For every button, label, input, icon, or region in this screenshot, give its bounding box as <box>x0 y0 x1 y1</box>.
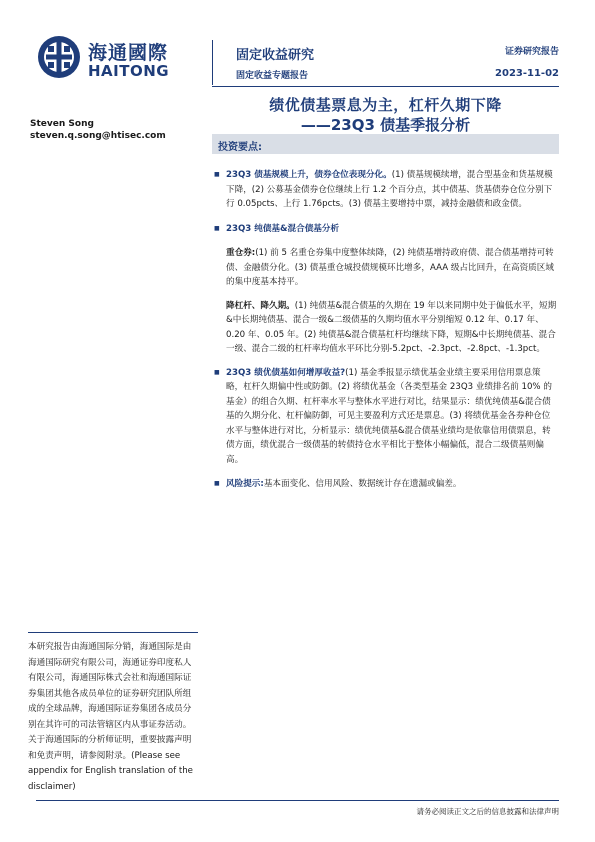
summary-bullet <box>214 222 557 237</box>
report-subcategory: 固定收益专题报告 <box>236 71 309 81</box>
sub-point-text: (1) 纯债基&混合债基的久期在 19 年以来同期中处于偏低水平，短期&中长期纯债基、混合一级&二级债基的久期均值水平分别缩短 0.12 年、0.17 年、0.20 年、0.05 年。(2) 纯债基&混合债基杠杆均继续下降，短期&中长期纯债基、混合一级、混合二级的杠杆率均值水平环比分别-5.2pct、-2.3pct、-2.8pct、-1.3pct。 <box>226 300 557 354</box>
sub-point-text: (1) 前 5 名重仓券集中度整体续降，(2) 纯债基增持政府债、混合债基增持可转债、金融债分化。(3) 债基重仓城投债规模环比增多，AAA 级占比回升，在高资质区域的集中度基本持平。 <box>226 248 554 287</box>
brand-name-cn: 海通國際 <box>88 42 169 64</box>
sub-point <box>214 299 557 357</box>
brand-name-en: HAITONG <box>88 62 170 80</box>
footer-notice: 请务必阅读正文之后的信息披露和法律声明 <box>416 807 559 816</box>
bullet-text: (1) 基金季报显示绩优基金业绩主要采用信用票息策略，杠杆久期偏中性或防御。(2) 将绩优基金（各类型基金 23Q3 业绩排名前 10% 的基金）的组合久期、杠杆率水平与整体水平进行对比，结果显示：绩优纯债基&混合债基的久期分化、杠杆偏防御，可见主要盈利方式还是票息。(3) 将绩优基金各券种仓位水平与整体进行对比，分析显示：绩优纯债基&混合债基业绩均是依靠信用债票息，转债方面，绩优混合一级债基的转债持仓水平相比于整体小幅偏低，混合二级债基则偏高。 <box>226 367 552 465</box>
summary-bullet <box>214 366 557 468</box>
sub-point-heading: 重仓券: <box>226 248 256 258</box>
report-subtitle: ——23Q3 债基季报分析 <box>300 116 471 134</box>
bullet-text: 基本面变化、信用风险、数据统计存在遗漏或偏差。 <box>263 479 462 489</box>
summary-heading-bar <box>212 134 559 154</box>
bullet-text: (1) 债基规模续增，混合型基金和货基规模下降，(2) 公募基金债券仓位继续上行 1.2 个百分点，其中债基、货基债券仓位分别下行 0.05pcts、上行 1.76pcts。(3) 债基主要增持中票，减持金融债和政金债。 <box>226 170 553 209</box>
report-title: 绩优债基票息为主，杠杆久期下降 <box>269 96 502 114</box>
author-block <box>30 118 166 142</box>
author-email: steven.q.song@htisec.com <box>30 131 166 141</box>
summary-content <box>214 168 557 502</box>
bullet-heading: 风险提示: <box>226 479 264 489</box>
bullet-heading: 23Q3 纯债基&混合债基分析 <box>226 223 340 234</box>
author-name: Steven Song <box>30 119 94 129</box>
sub-point-heading: 降杠杆、降久期。 <box>226 300 295 311</box>
summary-bullet <box>214 168 557 212</box>
header-divider <box>212 40 213 85</box>
footer-rule <box>36 800 559 801</box>
haitong-logo-icon <box>36 34 82 80</box>
brand-logo <box>36 32 186 82</box>
summary-heading: 投资要点: <box>218 142 262 153</box>
bullet-heading: 23Q3 绩优债基如何增厚收益? <box>226 367 346 378</box>
header-rule <box>212 86 559 87</box>
bullet-heading: 23Q3 债基规模上升，债券仓位表现分化。 <box>226 170 392 180</box>
summary-bullet <box>214 477 557 492</box>
report-date: 2023-11-02 <box>495 68 559 79</box>
disclaimer-rule <box>28 632 198 633</box>
sub-point <box>214 246 557 290</box>
disclaimer-text: 本研究报告由海通国际分销，海通国际是由海通国际研究有限公司，海通证券印度私人有限公司，海通国际株式会社和海通国际证券集团其他各成员单位的证券研究团队所组成的全球品牌，海通国际证券集团各成员分别在其许可的司法管辖区内从事证券活动。关于海通国际的分析师证明，重要披露声明和免责声明，请参阅附录。(Please see appendix for English translation of the disclaimer) <box>28 642 193 792</box>
report-type: 证券研究报告 <box>504 47 559 57</box>
report-category: 固定收益研究 <box>236 48 315 63</box>
